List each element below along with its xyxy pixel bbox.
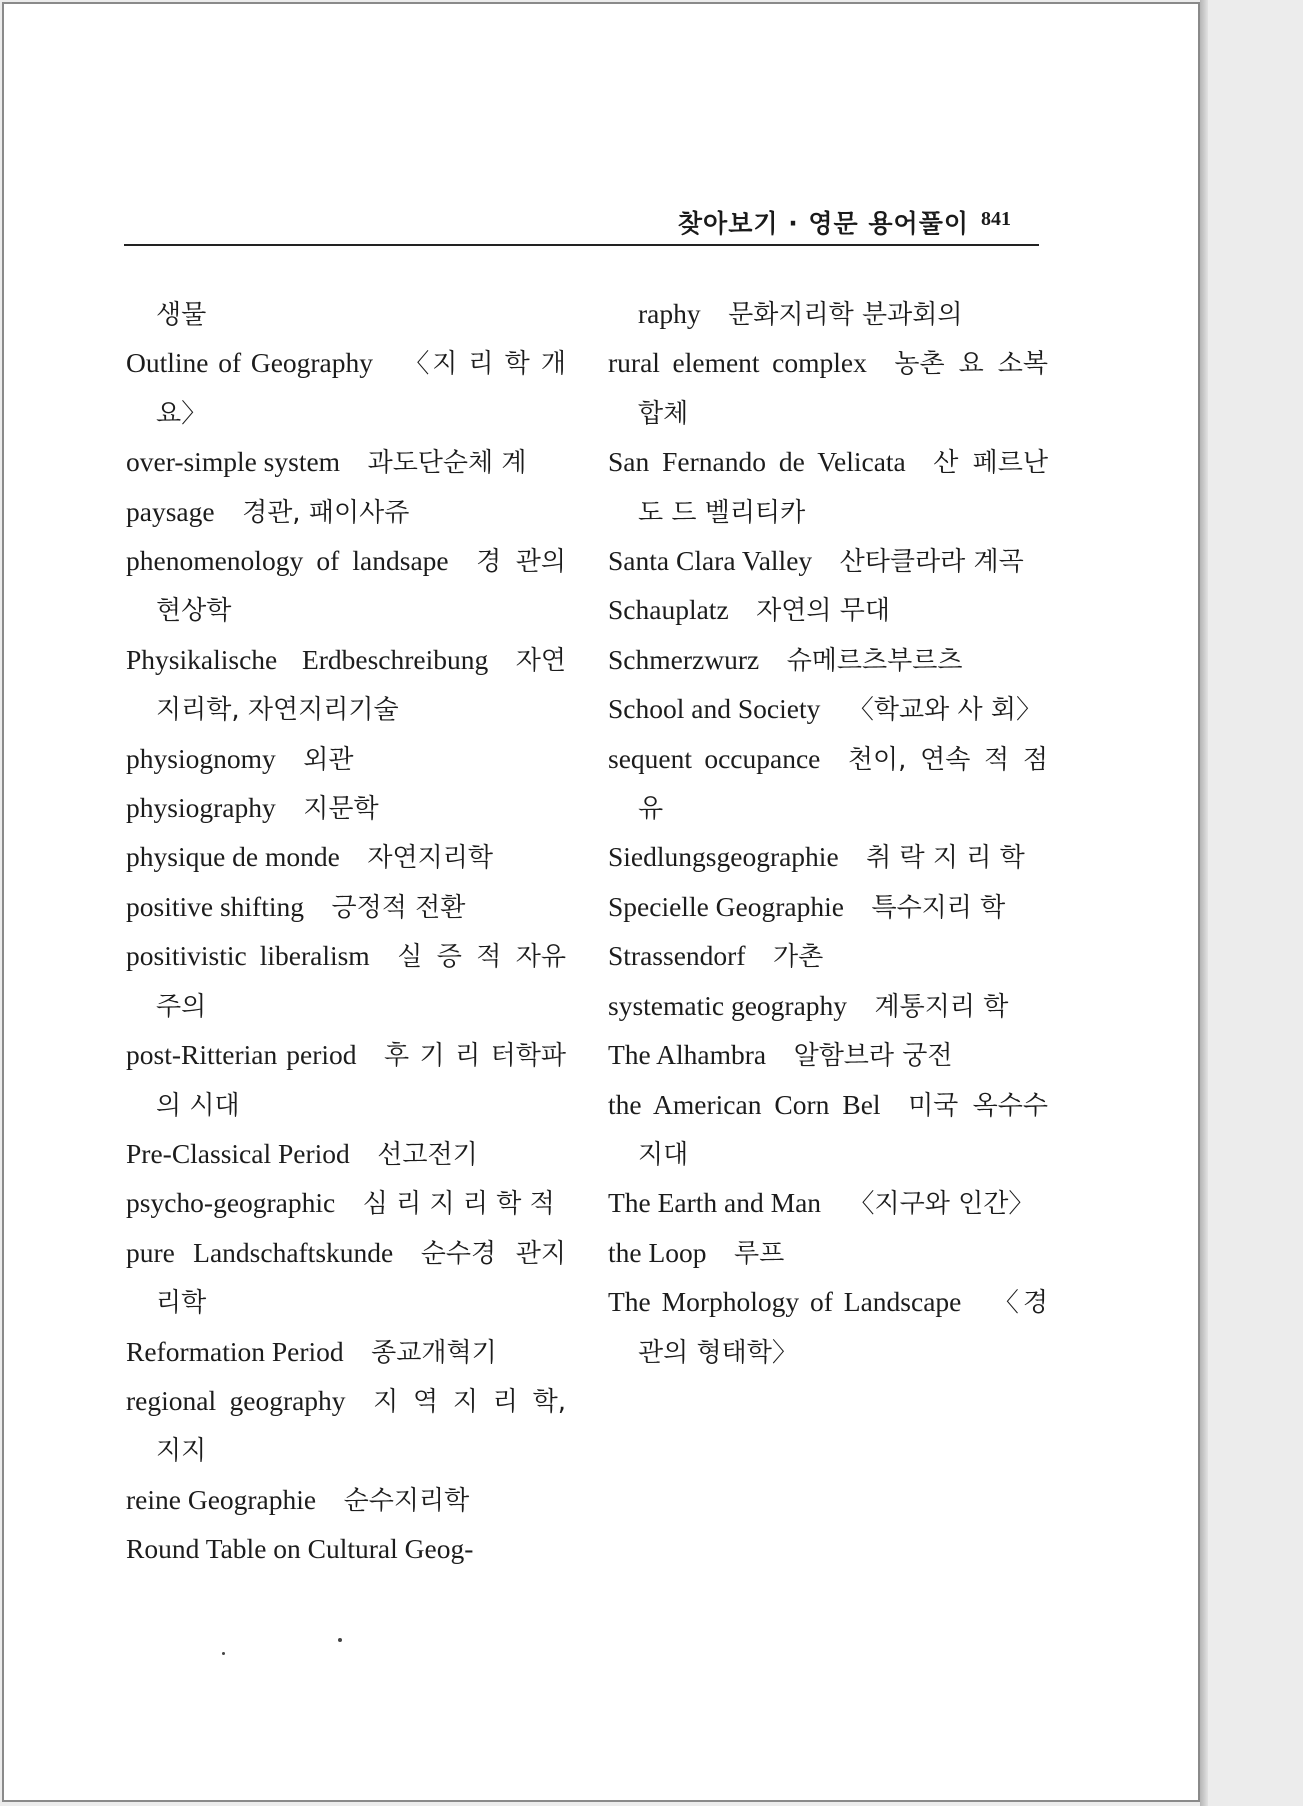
entry-translation: 특수지리 학 bbox=[871, 892, 1006, 923]
index-entry bbox=[608, 735, 1048, 834]
entry-term: pure Landschaftskunde bbox=[126, 1236, 394, 1268]
index-entry bbox=[608, 586, 1048, 635]
running-header bbox=[124, 202, 1039, 246]
entry-term: rural element complex bbox=[608, 347, 867, 379]
index-entry bbox=[608, 537, 1048, 586]
entry-term: positivistic liberalism bbox=[126, 940, 370, 972]
index-entry bbox=[608, 1081, 1048, 1180]
entry-term: Round Table on Cultural Geog- bbox=[126, 1533, 474, 1565]
entry-translation: 계통지리 학 bbox=[874, 991, 1009, 1022]
entry-term: The Alhambra bbox=[608, 1039, 767, 1071]
entry-translation: 〈지 리 학 개요〉 bbox=[156, 349, 566, 429]
entry-translation: 후 기 리 터학파의 시대 bbox=[156, 1041, 566, 1121]
index-entry bbox=[608, 1229, 1048, 1278]
header-title: 찾아보기 · 영문 용어풀이 bbox=[677, 209, 969, 238]
entry-term: Strassendorf bbox=[608, 940, 746, 972]
index-entry bbox=[608, 1179, 1048, 1228]
entry-term: the American Corn Bel bbox=[608, 1088, 881, 1120]
index-entry bbox=[126, 438, 566, 487]
book-page bbox=[2, 2, 1200, 1802]
entry-term: physiognomy bbox=[126, 742, 276, 774]
index-entry bbox=[608, 290, 1048, 339]
speck bbox=[338, 1638, 342, 1642]
index-entry bbox=[126, 1179, 566, 1228]
index-entry bbox=[608, 438, 1048, 537]
entry-term: School and Society bbox=[608, 693, 821, 725]
entry-translation: 과도단순체 계 bbox=[367, 448, 527, 479]
index-entry bbox=[126, 932, 566, 1031]
entry-translation: 순수경 관지리학 bbox=[156, 1238, 566, 1319]
entry-translation: 심 리 지 리 학 적 bbox=[362, 1189, 555, 1220]
index-entry bbox=[126, 833, 566, 882]
index-entry bbox=[126, 883, 566, 932]
index-entry bbox=[126, 1525, 566, 1572]
entry-translation: 루프 bbox=[734, 1238, 785, 1269]
index-entry bbox=[126, 339, 566, 438]
entry-term: Specielle Geographie bbox=[608, 890, 844, 922]
entry-translation: 종교개혁기 bbox=[371, 1337, 497, 1368]
entry-translation: 〈학교와 사 회〉 bbox=[847, 695, 1042, 726]
entry-term: San Fernando de Velicata bbox=[608, 446, 906, 478]
entry-translation: 슈메르츠부르츠 bbox=[786, 645, 963, 676]
entry-translation: 외관 bbox=[303, 744, 354, 775]
index-entry bbox=[608, 932, 1048, 981]
entry-translation: 선고전기 bbox=[377, 1139, 478, 1170]
index-entry bbox=[126, 735, 566, 784]
entry-translation: 〈지구와 인간〉 bbox=[848, 1189, 1035, 1220]
entry-term: regional geography bbox=[126, 1384, 346, 1416]
index-entry bbox=[126, 1377, 566, 1476]
entry-term: phenomenology of landsape bbox=[126, 545, 449, 577]
index-entry bbox=[126, 488, 566, 537]
index-entry bbox=[126, 1229, 566, 1328]
entry-term: Outline of Geography bbox=[126, 347, 374, 379]
entry-translation: 〈경관의 형태학〉 bbox=[638, 1288, 1048, 1368]
index-entry bbox=[126, 1476, 566, 1525]
entry-term: Siedlungsgeographie bbox=[608, 841, 839, 873]
entry-term: physique de monde bbox=[126, 841, 340, 873]
index-entry bbox=[126, 1031, 566, 1130]
entry-term: Schauplatz bbox=[608, 594, 729, 626]
entry-term: psycho-geographic bbox=[126, 1187, 336, 1219]
entry-term: reine Geographie bbox=[126, 1483, 317, 1515]
index-entry bbox=[126, 636, 566, 735]
entry-translation: 순수지리학 bbox=[343, 1485, 470, 1516]
index-entry bbox=[608, 636, 1048, 685]
entry-term: raphy bbox=[638, 298, 701, 329]
index-entry bbox=[608, 982, 1048, 1031]
entry-translation: 자연지리학, 자연지리기술 bbox=[156, 645, 566, 726]
right-column bbox=[608, 290, 1048, 1377]
entry-translation: 긍정적 전환 bbox=[331, 892, 466, 923]
index-entry bbox=[126, 537, 566, 636]
entry-term: The Earth and Man bbox=[608, 1187, 822, 1219]
entry-translation: 자연의 무대 bbox=[756, 596, 891, 627]
entry-term: Physikalische Erdbeschreibung bbox=[126, 643, 489, 675]
entry-translation: 알함브라 궁전 bbox=[793, 1041, 953, 1072]
index-entry bbox=[126, 1130, 566, 1179]
entry-term: systematic geography bbox=[608, 989, 848, 1021]
index-entry bbox=[608, 833, 1048, 882]
entry-term: over-simple system bbox=[126, 446, 341, 478]
entry-term: Pre-Classical Period bbox=[126, 1137, 350, 1169]
entry-translation: 실 증 적 자유주의 bbox=[156, 942, 566, 1022]
index-entry bbox=[126, 784, 566, 833]
entry-translation: 지문학 bbox=[303, 794, 379, 825]
index-entry bbox=[126, 1328, 566, 1377]
entry-translation: 산 페르난도 드 벨리티카 bbox=[638, 448, 1048, 528]
entry-translation: 미국 옥수수 지대 bbox=[638, 1090, 1048, 1170]
page-edge-shadow bbox=[1200, 0, 1208, 1806]
index-entry bbox=[608, 1031, 1048, 1080]
entry-term: paysage bbox=[126, 495, 215, 527]
entry-term: The Morphology of Landscape bbox=[608, 1286, 962, 1318]
entry-term: Schmerzwurz bbox=[608, 643, 760, 675]
entry-translation: 지 역 지 리 학, 지지 bbox=[156, 1386, 567, 1467]
entry-term: the Loop bbox=[608, 1236, 707, 1268]
entry-term: physiography bbox=[126, 792, 276, 824]
entry-translation: 농촌 요 소복합체 bbox=[638, 349, 1048, 429]
index-entry bbox=[608, 883, 1048, 932]
entry-translation: 자연지리학 bbox=[367, 843, 493, 874]
entry-translation: 산타클라라 계곡 bbox=[839, 547, 1024, 578]
entry-term: post-Ritterian period bbox=[126, 1039, 357, 1071]
speck bbox=[222, 1652, 225, 1655]
entry-translation: 문화지리학 분과회의 bbox=[728, 300, 963, 330]
entry-translation: 생물 bbox=[156, 300, 207, 330]
entry-translation: 천이, 연속 적 점유 bbox=[638, 744, 1048, 825]
entry-translation: 경 관의 현상학 bbox=[156, 547, 566, 627]
page-number: 841 bbox=[981, 208, 1011, 230]
entry-translation: 가촌 bbox=[772, 942, 824, 973]
left-column bbox=[126, 290, 566, 1573]
entry-translation: 취 락 지 리 학 bbox=[866, 843, 1025, 874]
index-entry bbox=[608, 339, 1048, 438]
index-entry bbox=[126, 290, 566, 339]
entry-translation: 경관, 패이사쥬 bbox=[242, 497, 410, 528]
entry-term: positive shifting bbox=[126, 890, 304, 922]
entry-term: sequent occupance bbox=[608, 742, 821, 774]
entry-term: Reformation Period bbox=[126, 1335, 344, 1367]
index-entry bbox=[608, 685, 1048, 734]
index-entry bbox=[608, 1278, 1048, 1377]
entry-term: Santa Clara Valley bbox=[608, 545, 813, 577]
